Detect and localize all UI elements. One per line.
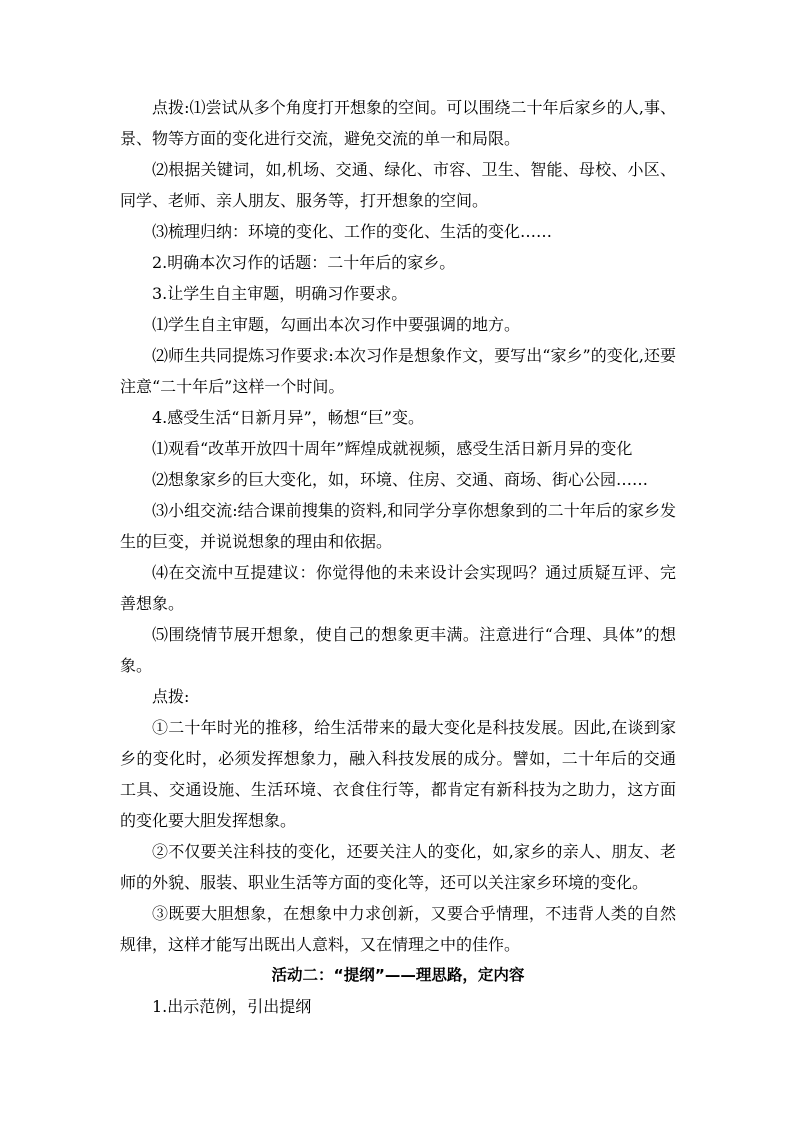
paragraph-hint-2-label: 点拨:: [152, 687, 190, 706]
paragraph-example: 1.出示范例，引出提纲: [152, 997, 312, 1016]
paragraph-review-1: ⑴学生自主审题，勾画出本次习作中要强调的地方。: [152, 315, 521, 334]
paragraph-hint-2-point-2: ②不仅要关注科技的变化，还要关注人的变化，如,家乡的亲人、朋友、老师的外貌、服装、职业生活等方面的变化等，还可以关注家乡环境的变化。: [120, 842, 676, 892]
paragraph-summary: ⑶梳理归纳：环境的变化、工作的变化、生活的变化……: [152, 222, 553, 241]
paragraph-keywords: ⑵根据关键词，如,机场、交通、绿化、市容、卫生、智能、母校、小区、同学、老师、亲人朋友、服务等，打开想象的空间。: [120, 160, 676, 210]
paragraph-review-task: 3.让学生自主审题，明确习作要求。: [152, 284, 408, 303]
paragraph-feel-5: ⑸围绕情节展开想象，使自己的想象更丰满。注意进行“合理、具体”的想象。: [120, 625, 676, 675]
paragraph-feel-3: ⑶小组交流:结合课前搜集的资料,和同学分享你想象到的二十年后的家乡发生的巨变，并说说想象的理由和依据。: [120, 501, 676, 551]
paragraph-review-2: ⑵师生共同提炼习作要求:本次习作是想象作文，要写出“家乡”的变化,还要注意“二十年后”这样一个时间。: [120, 346, 676, 396]
paragraph-feel-4: ⑷在交流中互提建议：你觉得他的未来设计会实现吗？通过质疑互评、完善想象。: [120, 563, 676, 613]
paragraph-hint-1: 点拨:⑴尝试从多个角度打开想象的空间。可以围绕二十年后家乡的人,事、景、物等方面的变化进行交流，避免交流的单一和局限。: [120, 98, 676, 148]
paragraph-hint-2-point-1: ①二十年时光的推移，给生活带来的最大变化是科技发展。因此,在谈到家乡的变化时，必须发挥想象力，融入科技发展的成分。譬如，二十年后的交通工具、交通设施、生活环境、衣食住行等，都肯定有新科技为之助力，这方面的变化要大胆发挥想象。: [120, 718, 676, 830]
document-body: [120, 92, 676, 1022]
paragraph-feel-2: ⑵想象家乡的巨大变化，如，环境、住房、交通、商场、街心公园……: [152, 470, 649, 489]
paragraph-hint-2-point-3: ③既要大胆想象，在想象中力求创新，又要合乎情理，不违背人类的自然规律，这样才能写出既出人意料，又在情理之中的佳作。: [120, 904, 676, 954]
activity-heading: 活动二：“提纲”——理思路，定内容: [271, 966, 525, 984]
paragraph-feel-life: 4.感受生活“日新月异”，畅想“巨”变。: [152, 408, 424, 427]
paragraph-topic: 2.明确本次习作的话题：二十年后的家乡。: [152, 253, 456, 272]
paragraph-feel-1: ⑴观看“改革开放四十周年”辉煌成就视频，感受生活日新月异的变化: [152, 439, 633, 458]
